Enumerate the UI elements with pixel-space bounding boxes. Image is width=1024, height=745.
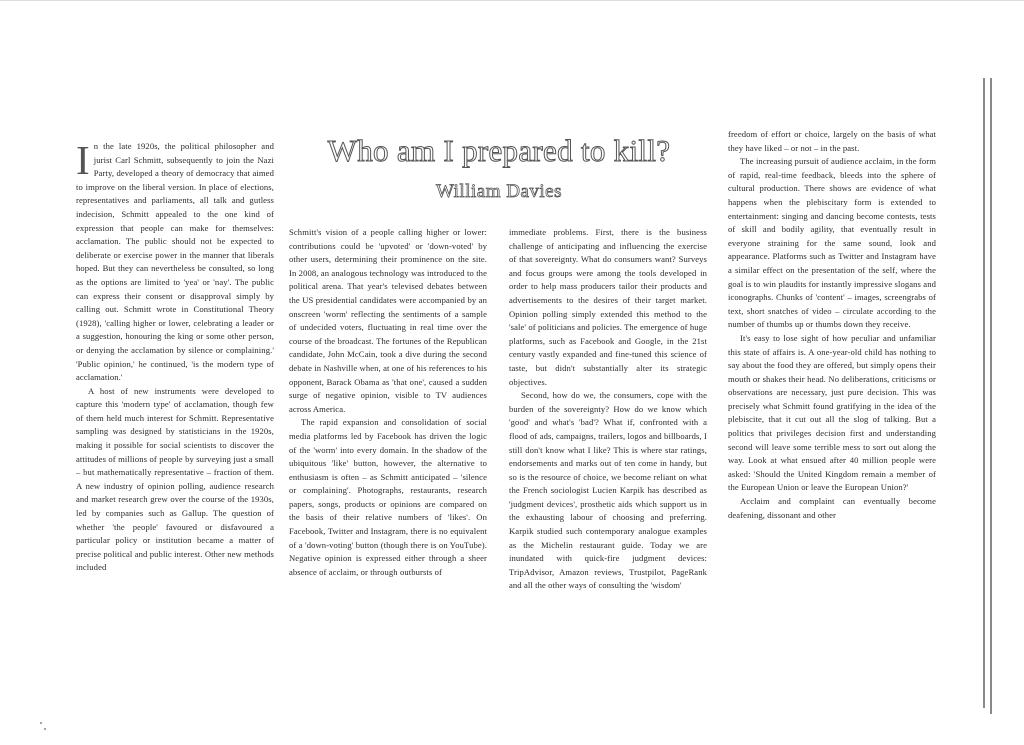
paragraph: Acclaim and complaint can eventually become deafening, dissonant and other bbox=[728, 496, 936, 520]
scan-edge bbox=[0, 0, 1024, 1]
paragraph: The increasing pursuit of audience acclaim, in the form of rapid, real-time feedback, bleeds into the sphere of cultural production. There shows are evidence of what happens when the plebiscitary form is extended to entertainment: singing and dancing become contests, tests of skill and bodily agility, that eventually result in everyone straining for the same sound, look and appearance. Platforms such as Twitter and Instagram have a similar effect on the presentation of the self, where the goal is to win plaudits for instantly impressive slogans and iconographs. Chunks of 'content' – images, screengrabs of text, short snatches of video – circulate according to the number of thumbs up or thumbs down they receive. bbox=[728, 156, 936, 330]
paragraph: It's easy to lose sight of how peculiar and unfamiliar this state of affairs is. A one-year-old child has nothing to say about the food they are offered, but simply opens their mouth or shakes their head. No deliberations, criticisms or observations are necessary, just pure decision. This was precisely what Schmitt found gratifying in the idea of the plebiscite, that it cut out all the slog of talking. But a politics that privileges decision first and understanding second will leave some terrible mess to sort out along the way. Look at what ensued after 40 million people were asked: 'Should the United Kingdom remain a member of the European Union or leave the European Union?' bbox=[728, 332, 936, 493]
scan-specks bbox=[40, 722, 48, 732]
column-3 bbox=[509, 226, 707, 718]
article-author: William Davies bbox=[435, 181, 562, 202]
page-edge-line bbox=[990, 78, 992, 714]
paragraph: The rapid expansion and consolidation of social media platforms led by Facebook has driven the logic of the 'worm' into every domain. In the shadow of the ubiquitous 'like' button, however, the alternative to enthusiasm is often – as Schmitt anticipated – 'silence or complaining'. Photographs, restaurants, research papers, songs, products or opinions are compared on the basis of their relative numbers of 'likes'. On Facebook, Twitter and Instagram, there is no equivalent of a 'down-voting' button (though there is on YouTube). Negative opinion is expressed either through a sheer absence of acclaim, or through outbursts of bbox=[289, 417, 487, 577]
article-title: Who am I prepared to kill? bbox=[327, 133, 671, 168]
paragraph: A host of new instruments were developed to capture this 'modern type' of acclamation, though few of them held much interest for Schmitt. Representative sampling was designed by statisticians in the 1920s, making it possible for social scientists to discover the attitudes of millions of people by surveying just a small – but mathematically representative – fraction of them. A new industry of opinion polling, audience research and market research grew over the course of the 1930s, led by companies such as Gallup. The question of whether 'the people' favoured or disfavoured a particular policy or institution became a matter of precise political and public interest. Other new methods included bbox=[76, 385, 274, 573]
column-2 bbox=[289, 226, 487, 718]
paragraph-text: n the late 1920s, the political philosopher and jurist Carl Schmitt, subsequently to join the Nazi Party, developed a theory of democracy that aimed to improve on the liberal version. In place of elections, representatives and parliaments, all talk and gutless indecision, Schmitt appealed to the one kind of expression that people can make for themselves: acclamation. The public should not be expected to deliberate or exercise power in the manner that liberals hoped. But they can nevertheless be consulted, so long as the options are limited to 'yea' or 'nay'. The public can express their consent or disapproval simply by calling out. Schmitt wrote in Constitutional Theory (1928), 'calling higher or lower, celebrating a leader or a suggestion, honouring the king or some other person, or denying the acclamation by silence or complaining.' 'Public opinion,' he continued, 'is the modern type of acclamation.' bbox=[76, 141, 274, 383]
paragraph bbox=[76, 140, 274, 385]
column-4 bbox=[728, 128, 936, 718]
paragraph: freedom of effort or choice, largely on the basis of what they have liked – or not – in the past. bbox=[728, 129, 936, 153]
drop-cap: I bbox=[76, 140, 90, 183]
paragraph: Second, how do we, the consumers, cope with the burden of the sovereignty? How do we know which 'good' and what's 'bad'? What if, confronted with a flood of ads, campaigns, trailers, logos and billboards, I still don't know what I like? This is where star ratings, endorsements and marks out of ten come in handy, but so is the resource of choice, we become reliant on what the French sociologist Lucien Karpik has described as 'judgment devices', prosthetic aids which support us in the exhausting labour of choosing and preferring. Karpik studied such contemporary analogue examples as the Michelin restaurant guide. Today we are inundated with quick-fire judgment devices: TripAdvisor, Amazon reviews, Trustpilot, PageRank and all the other ways of consulting the 'wisdom' bbox=[509, 390, 707, 591]
paragraph: Schmitt's vision of a people calling higher or lower: contributions could be 'upvoted' or 'down-voted' by other users, determining their prominence on the site. In 2008, an analogous technology was introduced to the political arena. That year's televised debates between the US presidential candidates were accompanied by an onscreen 'worm' reflecting the sentiments of a sample of undecided voters, fluctuating in real time over the course of the broadcast. The fortunes of the Republican candidate, John McCain, took a dive during the second debate in Nashville when, at one of his references to his opponent, Barack Obama as 'that one', caused a sudden surge of negative opinion, visible to TV audiences across America. bbox=[289, 227, 487, 414]
column-1 bbox=[76, 140, 274, 718]
page-edge-line bbox=[983, 78, 985, 708]
paragraph: immediate problems. First, there is the business challenge of anticipating and influencing the exercise of that sovereignty. What do consumers want? Surveys and focus groups were among the tools developed in order to help mass producers tailor their products and advertisements to the desires of their target market. Opinion polling simply extended this method to the 'sale' of politicians and policies. The emergence of huge platforms, such as Facebook and Google, in the 21st century vastly expanded and fine-tuned this science of taste, but didn't substantially alter its strategic objectives. bbox=[509, 227, 707, 387]
